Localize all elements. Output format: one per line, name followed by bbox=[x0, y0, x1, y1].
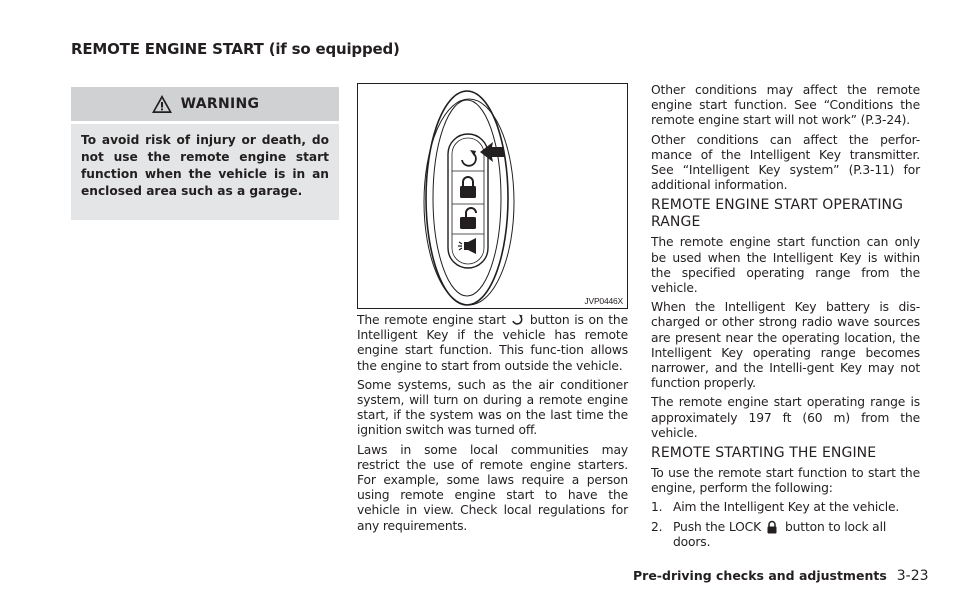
step-number: 2. bbox=[651, 519, 663, 534]
figure-code: JVP0446X bbox=[584, 296, 623, 306]
p1-after: button is on the Intelligent Key if the vehicle has remote engine start function. This func-tion allows the engine to start from outside the vehicle. bbox=[357, 313, 628, 373]
intelligent-key-illustration bbox=[358, 84, 627, 308]
list-item bbox=[651, 500, 920, 515]
footer-chapter: Pre-driving checks and adjustments bbox=[633, 568, 887, 583]
middle-column bbox=[357, 313, 628, 538]
lock-icon bbox=[765, 520, 779, 534]
warning-text: To avoid risk of injury or death, do not use the remote engine start function when the vehicle is in an enclosed area such as a garage. bbox=[71, 124, 339, 220]
paragraph-range-function: The remote engine start function can only be used when the Intelligent Key is within the specified operating range from the vehicle. bbox=[651, 235, 920, 296]
paragraph-remote-start-button bbox=[357, 313, 628, 374]
paragraph-systems: Some systems, such as the air conditioner system, will turn on during a remote engine start, if the system was on the last time the ignition switch was turned off. bbox=[357, 377, 628, 438]
warning-triangle-icon bbox=[151, 94, 173, 114]
section-title: REMOTE ENGINE START (if so equipped) bbox=[71, 40, 400, 58]
page-footer bbox=[633, 568, 929, 584]
step-number: 1. bbox=[651, 500, 663, 515]
heading-operating-range: REMOTE ENGINE START OPERATING RANGE bbox=[651, 197, 904, 231]
paragraph-battery: When the Intelligent Key battery is dis-charged or other strong radio wave sources are present near the operating location, the Intelligent Key operating range becomes narrower, and the Intelli-gent Key may not function properly. bbox=[651, 300, 920, 391]
right-column bbox=[651, 83, 920, 554]
paragraph-procedure-intro: To use the remote start function to start the engine, perform the following: bbox=[651, 466, 920, 496]
list-item bbox=[651, 520, 920, 550]
step-after: button to lock all doors. bbox=[673, 519, 887, 549]
page-number: 3-23 bbox=[896, 568, 929, 584]
step-text: Aim the Intelligent Key at the vehicle. bbox=[673, 500, 900, 515]
remote-start-icon bbox=[510, 313, 524, 327]
p1-before: The remote engine start bbox=[357, 313, 506, 327]
warning-label: WARNING bbox=[180, 96, 260, 112]
paragraph-intelligent-key: Other conditions can affect the perfor-mance of the Intelligent Key transmitter. See “Intelligent Key system” (P.3-11) for additional information. bbox=[651, 132, 920, 193]
heading-remote-starting: REMOTE STARTING THE ENGINE bbox=[651, 445, 877, 462]
paragraph-range-distance: The remote engine start operating range is approximately 197 ft (60 m) from the vehicle. bbox=[651, 395, 920, 440]
step-text bbox=[673, 520, 920, 550]
paragraph-other-conditions: Other conditions may affect the remote engine start function. See “Conditions the remote engine start will not work” (P.3-24). bbox=[651, 83, 920, 128]
paragraph-laws: Laws in some local communities may restrict the use of remote engine starters. For example, some laws require a person using remote engine start to have the vehicle in view. Check local regulations for any requirements. bbox=[357, 442, 628, 533]
step-before: Push the LOCK bbox=[673, 519, 761, 534]
intelligent-key-figure bbox=[357, 83, 628, 309]
warning-header bbox=[71, 87, 339, 121]
